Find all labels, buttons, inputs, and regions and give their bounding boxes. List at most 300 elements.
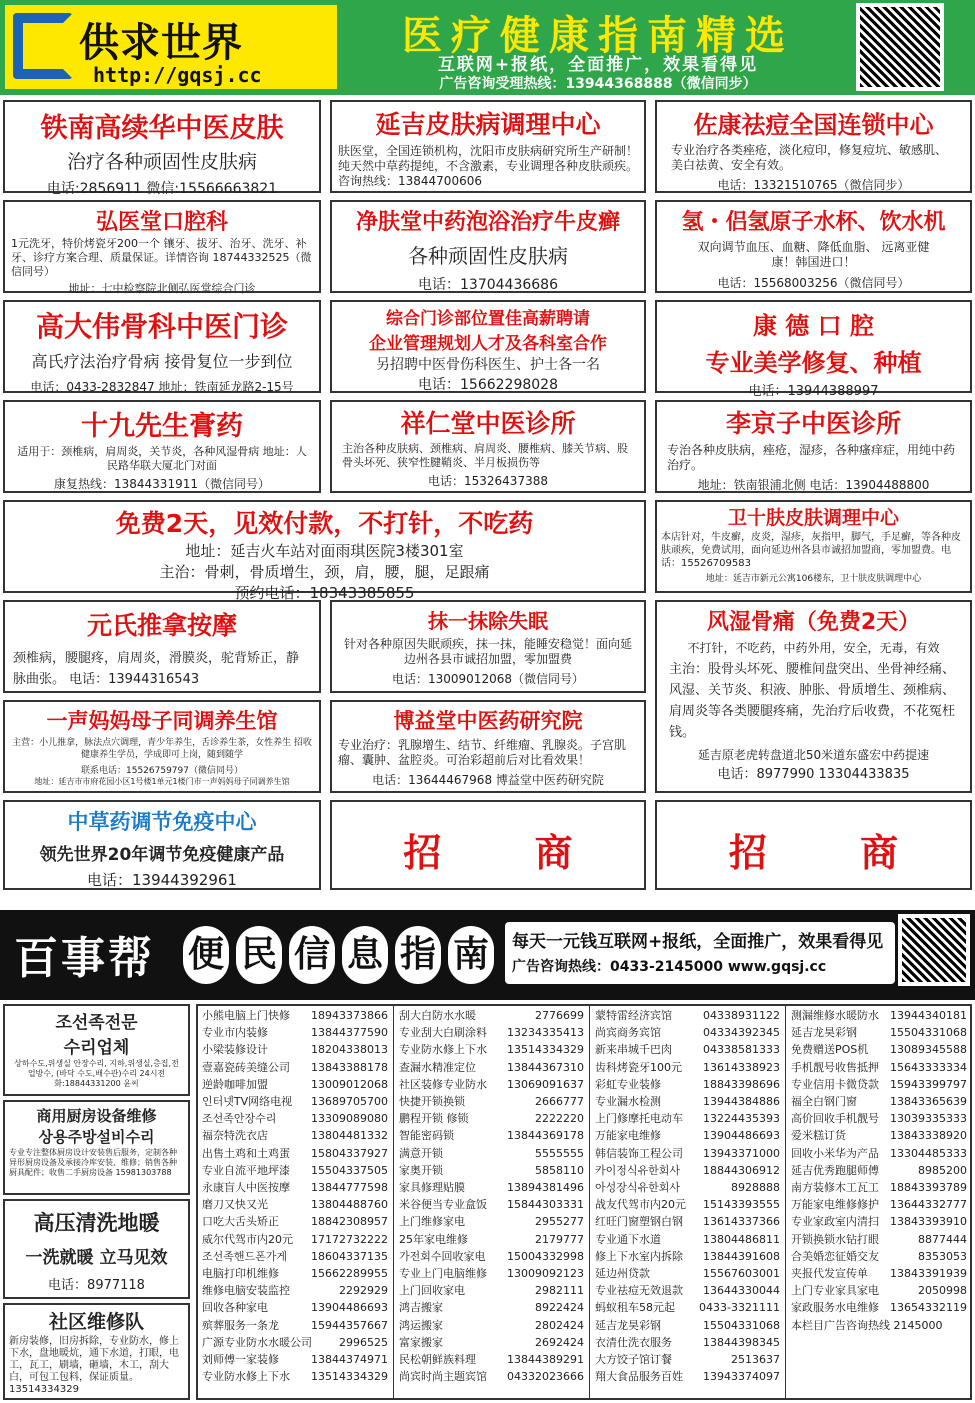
listing-row[interactable]	[595, 1248, 780, 1265]
listing-name: 专业漏水检测	[595, 1095, 661, 1109]
listing-name: 南方装修木工瓦工	[791, 1181, 879, 1195]
ad-title: 净肤堂中药泡浴治疗牛皮癣	[355, 210, 620, 235]
listing-row[interactable]	[595, 1282, 780, 1299]
listing-name: 鸿运搬家	[399, 1318, 443, 1332]
listing-phone: 13844389291	[507, 1353, 584, 1367]
ad-title: 专业美学修复、种植	[705, 349, 922, 377]
listing-name: 威尔代驾市内20元	[202, 1232, 293, 1246]
ad-title: 高大伟骨科中医门诊	[35, 310, 288, 343]
listing-row[interactable]	[202, 1351, 388, 1368]
listing-phone: 18204338013	[311, 1043, 388, 1057]
listing-phone: 13844367310	[507, 1060, 584, 1074]
listing-name: 家政服务水电维修	[791, 1301, 879, 1315]
side-ad-body: 상하수도,위생실 안장수리, 지하,위생실,층집,전업방수, (바닥 수도,배수관)수리 24시전화:18844331200 윤씨	[14, 1059, 179, 1088]
listing-name: 万能家电维修	[595, 1129, 661, 1143]
listing-phone: 13644332777	[890, 1198, 967, 1212]
listing-row[interactable]	[791, 1162, 967, 1179]
listing-name: 满意开锁	[399, 1146, 443, 1160]
ad-tel: 电话:2856911 微信:15566663821	[46, 181, 278, 197]
listing-row[interactable]	[202, 1059, 388, 1076]
listing-name: 回收各种家电	[202, 1301, 268, 1315]
listing-name: 上门专业家具家电	[791, 1284, 879, 1298]
ad-address: 地址：延吉火车站对面雨琪医院3楼301室	[185, 542, 464, 560]
listing-phone: 13009012068	[311, 1077, 388, 1091]
qr-code-icon[interactable]	[898, 914, 970, 986]
listing-row[interactable]	[399, 1213, 584, 1230]
listing-phone: 13304485333	[890, 1146, 967, 1160]
listing-row[interactable]	[202, 1334, 388, 1351]
listing-phone: 13009092123	[507, 1267, 584, 1281]
side-ad[interactable]	[3, 1100, 190, 1195]
listing-row[interactable]	[791, 1059, 967, 1076]
listing-name: 彩虹专业装修	[595, 1077, 661, 1091]
listing-row[interactable]	[202, 1299, 388, 1316]
listing-phone: 13614337366	[703, 1215, 780, 1229]
side-ad-title: 社区维修队	[48, 1311, 144, 1333]
listing-phone: 13904486693	[311, 1301, 388, 1315]
listing-phone: 5555555	[535, 1146, 584, 1160]
listing-row[interactable]	[595, 1334, 780, 1351]
ad-card[interactable]	[655, 500, 972, 593]
listing-phone: 13844777598	[311, 1181, 388, 1195]
listing-phone: 13843338920	[890, 1129, 967, 1143]
ad-card[interactable]	[3, 200, 321, 293]
listing-phone: 04334392345	[703, 1026, 780, 1040]
banner-pill: 息	[342, 926, 388, 984]
listing-name: 衣清仕洗衣服务	[595, 1335, 672, 1349]
listing-phone: 15643333334	[890, 1060, 967, 1074]
listing-phone: 15004332998	[507, 1249, 584, 1263]
listing-phone: 8353053	[918, 1249, 967, 1263]
listing-name: 가전회수回收家电	[399, 1249, 486, 1263]
ad-body: 适用于：颈椎病，肩周炎，关节炎，各种风湿骨病 地址：人民路华联大厦北门对面	[17, 445, 307, 472]
ad-body: 治疗各种顽固性皮肤病	[66, 151, 257, 173]
listing-name: 延吉龙昊彩钢	[791, 1026, 857, 1040]
header-hotline: 广告咨询受理热线：13944368888（微信同步）	[439, 76, 757, 92]
listing-name: 家具修理贴膜	[399, 1181, 465, 1195]
ad-tel: 联系电话：15526759797（微信同号）	[81, 766, 243, 776]
listing-name: 鹏程开锁 修锁	[399, 1112, 469, 1126]
ad-tel: 电话：8977990 13304433835	[717, 767, 910, 782]
listing-row[interactable]	[791, 1041, 967, 1058]
listing-row[interactable]	[595, 1196, 780, 1213]
listing-name: 尚宾时尚主题宾馆	[399, 1370, 487, 1384]
listing-phone: 13644330044	[703, 1284, 780, 1298]
ad-title: 卫十肤皮肤调理中心	[727, 507, 899, 529]
listing-name: 蒙特雷经济宾馆	[595, 1009, 672, 1022]
ad-body: 另招聘中医骨伤科医生、护士各一名	[376, 357, 600, 373]
column-divider	[589, 1004, 590, 1400]
ad-body: 颈椎病，腰腿疼，肩周炎，滑膜炎，驼背矫正，静脉曲张。 电话：13944316543	[13, 651, 300, 687]
ad-tel: 电话：15662298028	[418, 377, 558, 393]
side-ad-body: 新房装修，旧房拆除，专业防水，修上下水，盘地暖炕，通下水道，打眼，电工，瓦工，刷墙，砸墙，木工，刮大白，可包工包料，保证质量。 13514334329	[9, 1336, 179, 1395]
listing-row[interactable]	[791, 1110, 967, 1127]
listing-name: 조선족안장수리	[202, 1112, 277, 1126]
qr-code-icon[interactable]	[856, 3, 944, 91]
listing-name: 专业祛痘无效退款	[595, 1284, 683, 1298]
listing-phone: 04332023666	[507, 1370, 584, 1384]
listing-row[interactable]	[202, 1076, 388, 1093]
listing-row[interactable]	[399, 1059, 584, 1076]
listing-row[interactable]	[595, 1368, 780, 1385]
listing-row[interactable]	[202, 1179, 388, 1196]
listing-name: 鸿吉搬家	[399, 1301, 443, 1315]
ad-body: 肤医堂，全国连锁机构，沈阳市皮肤病研究所生产研制！纯天然中草药提纯，不含激素，专业调理各种皮肤顽疾。 咨询热线：13844700606	[338, 144, 639, 188]
ad-title: 一声妈妈母子同调养生馆	[46, 709, 278, 733]
listing-name: 智能密码锁	[399, 1129, 454, 1143]
listing-column	[595, 1007, 780, 1385]
listing-phone: 2292929	[339, 1284, 388, 1298]
listing-row[interactable]	[399, 1007, 584, 1024]
ad-title: 风湿骨痛（免费2天）	[706, 610, 921, 635]
ad-tel: 电话：13644467968 博益堂中医药研究院	[372, 773, 604, 787]
listing-name: 上门维修家电	[399, 1215, 465, 1229]
ad-address: 地址：七中检察院北侧弘医堂综合门诊	[68, 282, 256, 295]
listing-row[interactable]	[595, 1041, 780, 1058]
ad-body: 专业治疗：乳腺增生、结节、纤维瘤、乳腺炎。子宫肌瘤、囊肿、盆腔炎。可治彩超前后对比看效果！	[338, 738, 627, 767]
listing-row[interactable]	[791, 1317, 967, 1334]
listing-row[interactable]	[202, 1162, 388, 1179]
listing-name: 专业防水修上下水	[202, 1370, 290, 1384]
listing-row[interactable]	[595, 1093, 780, 1110]
listing-row[interactable]	[595, 1179, 780, 1196]
listing-name: 广源专业防水水暖公司	[202, 1335, 312, 1349]
listing-phone: 5858110	[535, 1163, 584, 1177]
listing-name: 夹报代发宣传单	[791, 1267, 868, 1281]
listing-row[interactable]	[202, 1007, 388, 1024]
listing-name: 米谷便当专业盒饭	[399, 1198, 487, 1212]
listing-row[interactable]	[202, 1041, 388, 1058]
listing-phone: 13844369178	[507, 1129, 584, 1143]
ad-body: 针对各种原因失眠顽疾，抹一抹，能睡安稳觉！面向延边州各县市诚招加盟，零加盟费	[343, 637, 632, 666]
recruit-title: 招 商	[728, 831, 939, 875]
listing-name: 韩信装饰工程公司	[595, 1146, 683, 1160]
listing-row[interactable]	[399, 1179, 584, 1196]
ad-card[interactable]	[655, 200, 972, 293]
side-ad-title: 수리업체	[63, 1038, 130, 1058]
listing-column	[202, 1007, 388, 1385]
listing-row[interactable]	[595, 1145, 780, 1162]
listing-row[interactable]	[202, 1145, 388, 1162]
ad-card[interactable]	[330, 600, 646, 693]
listing-row[interactable]	[399, 1162, 584, 1179]
listing-phone: 8928888	[731, 1181, 780, 1195]
listing-phone: 13943371000	[703, 1146, 780, 1160]
listing-row[interactable]	[791, 1299, 967, 1316]
ad-body: 各种顽固性皮肤病	[408, 244, 568, 268]
listing-phone: 13904486693	[703, 1129, 780, 1143]
ad-tel: 电话：15326437388	[428, 474, 548, 488]
side-ad[interactable]	[3, 1303, 190, 1400]
listing-phone: 2996525	[339, 1335, 388, 1349]
listing-name: 카이정식유한회사	[595, 1163, 681, 1177]
ad-body: 主治：股骨头坏死、腰椎间盘突出、坐骨神经痛、风湿、关节炎、积液、肿胀、骨质增生、颈椎病、肩周炎等各类腰腿疼痛，先治疗后收费，不花冤枉钱。	[669, 662, 956, 740]
listing-phone: 13943374097	[703, 1370, 780, 1384]
listing-phone: 18843398696	[703, 1077, 780, 1091]
listing-row[interactable]	[202, 1231, 388, 1248]
listing-phone: 2513637	[731, 1353, 780, 1367]
listing-name: 社区装修专业防水	[399, 1077, 487, 1091]
ad-card[interactable]	[3, 500, 646, 602]
listing-row[interactable]	[791, 1196, 967, 1213]
listing-row[interactable]	[791, 1265, 967, 1282]
listing-row[interactable]	[791, 1093, 967, 1110]
ad-body: 本店针对，牛皮癣，皮炎，湿疹，灰指甲，脚气，手足癣，等各种皮肤顽疾，免费试用，面向延边州各县市诚招加盟商，零加盟费。电话：15526709583	[661, 532, 961, 569]
ad-card[interactable]	[3, 800, 321, 890]
listing-row[interactable]	[791, 1076, 967, 1093]
listing-name: 专业刮大白刷涂料	[399, 1026, 487, 1040]
listing-name: 民松朝鲜族料理	[399, 1353, 476, 1367]
listing-row[interactable]	[202, 1093, 388, 1110]
listing-row[interactable]	[399, 1110, 584, 1127]
ad-title: 企业管理规划人才及各科室合作	[369, 334, 607, 354]
listing-row[interactable]	[202, 1127, 388, 1144]
listing-name: 快捷开锁换锁	[399, 1095, 465, 1109]
listing-phone: 13804481332	[311, 1129, 388, 1143]
listing-phone: 2692424	[535, 1335, 584, 1349]
listing-name: 查漏水精准定位	[399, 1060, 476, 1074]
listing-name: 延吉龙昊彩钢	[595, 1318, 661, 1332]
listing-row[interactable]	[202, 1368, 388, 1385]
listing-phone: 8877444	[918, 1232, 967, 1246]
listing-row[interactable]	[595, 1265, 780, 1282]
listing-name: 爱米糕订货	[791, 1129, 846, 1143]
ad-tel: 地址：铁南银浦北侧 电话：13904488800	[697, 478, 930, 492]
listing-name: 家奥开锁	[399, 1163, 443, 1177]
listing-phone: 15504337505	[311, 1163, 388, 1177]
ad-card[interactable]	[330, 400, 646, 493]
listing-row[interactable]	[399, 1299, 584, 1316]
listing-row[interactable]	[791, 1282, 967, 1299]
listing-name: 磨刀又快又光	[202, 1198, 268, 1212]
listing-row[interactable]	[202, 1024, 388, 1041]
section-title: 百事帮	[14, 933, 155, 984]
listing-row[interactable]	[399, 1041, 584, 1058]
listing-phone: 13944384886	[703, 1095, 780, 1109]
ad-card[interactable]	[3, 100, 321, 197]
recruit-title: 招 商	[403, 831, 613, 875]
ad-tel: 电话：0433-2832847 地址：铁南延龙路2-15号	[30, 380, 294, 394]
listing-row[interactable]	[791, 1007, 967, 1024]
listing-phone: 15844303331	[507, 1198, 584, 1212]
listing-phone: 13069091637	[507, 1077, 584, 1091]
ad-address: 地址：延吉市市府花园小区1号楼1单元1楼门市一声妈妈母子同调养生馆	[34, 777, 290, 786]
ad-address: 地址：延吉市新元公寓106楼东，卫十肤皮肤调理中心	[705, 574, 922, 584]
column-divider	[785, 1004, 786, 1400]
listing-phone: 13843365639	[890, 1095, 967, 1109]
listing-row[interactable]	[202, 1282, 388, 1299]
listing-row[interactable]	[399, 1282, 584, 1299]
side-ad-title: 商用厨房设备维修	[36, 1107, 157, 1125]
listing-row[interactable]	[595, 1024, 780, 1041]
listing-phone: 13804486811	[703, 1232, 780, 1246]
listing-row[interactable]	[399, 1127, 584, 1144]
ad-title: 中草药调节免疫中心	[67, 810, 257, 834]
listing-row[interactable]	[202, 1213, 388, 1230]
listing-row[interactable]	[595, 1299, 780, 1316]
listing-row[interactable]	[595, 1059, 780, 1076]
listing-name: 高价回收手机靓号	[791, 1112, 879, 1126]
listing-row[interactable]	[595, 1351, 780, 1368]
listing-row[interactable]	[791, 1213, 967, 1230]
listing-row[interactable]	[399, 1231, 584, 1248]
listing-row[interactable]	[399, 1351, 584, 1368]
listing-row[interactable]	[399, 1317, 584, 1334]
side-ad[interactable]	[3, 1199, 190, 1299]
listing-row[interactable]	[595, 1007, 780, 1024]
listing-row[interactable]	[399, 1368, 584, 1385]
listing-row[interactable]	[202, 1265, 388, 1282]
listing-name: 大方饺子馆订餐	[595, 1353, 672, 1367]
listing-phone: 13614338923	[703, 1060, 780, 1074]
logo[interactable]	[5, 5, 337, 89]
banner-pill: 指	[395, 926, 441, 984]
listing-name: 口吃大舌头矫正	[202, 1215, 279, 1229]
ad-tel: 电话：13321510765（微信同步）	[717, 178, 910, 192]
listing-name: 万能家电维修修护	[791, 1198, 879, 1212]
listing-row[interactable]	[791, 1248, 967, 1265]
listing-name: 红旺门窗塑钢白钢	[595, 1215, 683, 1229]
listing-column	[791, 1007, 967, 1334]
listing-phone: 13309089080	[311, 1112, 388, 1126]
side-ad-title: 高压清洗地暖	[33, 1211, 160, 1235]
listing-name: 合美婚恋征婚交友	[791, 1249, 879, 1263]
listing-name: 上门修摩托电动车	[595, 1112, 683, 1126]
side-ad[interactable]	[3, 1004, 190, 1096]
ad-body: 双向调节血压、血糖、降低血脂、 远离亚健康！韩国进口！	[697, 240, 930, 269]
listing-row[interactable]	[399, 1265, 584, 1282]
ad-card[interactable]	[3, 300, 321, 393]
listing-name: 专业市内装修	[202, 1026, 268, 1040]
recruit-card[interactable]	[330, 800, 646, 890]
listing-name: 翔大食品服务百姓	[595, 1370, 683, 1384]
listing-name: 조선족핸드폰가게	[202, 1249, 288, 1263]
listing-name: 延边州贷款	[595, 1267, 650, 1281]
listing-name: 富家搬家	[399, 1335, 443, 1349]
page-title: 医疗健康指南精选	[402, 13, 794, 59]
listing-row[interactable]	[399, 1334, 584, 1351]
listing-phone: 18943373866	[311, 1009, 388, 1022]
ad-title: 氢・侣氢原子水杯、饮水机	[681, 210, 946, 235]
header-subtitle: 互联网+报纸，全面推广，效果看得见	[437, 55, 759, 75]
listing-phone: 18604337135	[311, 1249, 388, 1263]
listing-row[interactable]	[791, 1145, 967, 1162]
listing-phone: 13234335413	[507, 1026, 584, 1040]
listing-row[interactable]	[595, 1162, 780, 1179]
listing-row[interactable]	[595, 1317, 780, 1334]
ad-body: 主治：骨刺，骨质增生，颈，肩，腰，腿，足跟痛	[159, 563, 490, 581]
listing-name: 上门回收家电	[399, 1284, 465, 1298]
listing-row[interactable]	[595, 1213, 780, 1230]
listing-row[interactable]	[791, 1231, 967, 1248]
listing-name: 本栏目广告咨询热线 2145000	[791, 1318, 943, 1332]
listing-row[interactable]	[202, 1248, 388, 1265]
listing-row[interactable]	[595, 1110, 780, 1127]
ad-card[interactable]	[3, 400, 321, 493]
listing-row[interactable]	[791, 1024, 967, 1041]
ad-tel: 电话：13944392961	[87, 871, 237, 889]
side-ad-title: 조선족전문	[55, 1013, 138, 1033]
listing-phone: 13844391608	[703, 1249, 780, 1263]
listing-row[interactable]	[595, 1076, 780, 1093]
ad-card[interactable]	[655, 100, 972, 193]
listing-name: 新来串城千巴肉	[595, 1043, 672, 1057]
listing-name: 福奈特洗衣店	[202, 1129, 268, 1143]
banner-pill: 南	[448, 926, 494, 984]
listing-phone: 2776699	[535, 1009, 584, 1022]
recruit-card[interactable]	[655, 800, 972, 890]
listing-row[interactable]	[399, 1248, 584, 1265]
listing-name: 回收小米华为产品	[791, 1146, 879, 1160]
listing-name: 专业自流平地坪漆	[202, 1163, 290, 1177]
ad-card[interactable]	[655, 300, 972, 399]
listing-row[interactable]	[399, 1196, 584, 1213]
ad-body: 主治各种皮肤病、颈椎病、肩周炎、腰椎病、膝关节病、股骨头坏死、狭窄性腱鞘炎、半月板损伤等	[342, 442, 628, 469]
listing-row[interactable]	[791, 1127, 967, 1144]
listing-phone: 15944357667	[311, 1318, 388, 1332]
logo-url[interactable]: http://gqsj.cc	[93, 63, 262, 87]
listing-name: 蚂蚁租车58元起	[595, 1301, 675, 1315]
listing-phone: 13944340181	[890, 1009, 967, 1022]
listing-name: 免费赠送POS机	[791, 1043, 869, 1057]
ad-title: 铁南高续华中医皮肤	[40, 113, 284, 144]
listing-row[interactable]	[202, 1110, 388, 1127]
listing-row[interactable]	[399, 1093, 584, 1110]
listing-phone: 13654332119	[890, 1301, 967, 1315]
ad-note: 不打针，不吃药，中药外用，安全，无毒，有效	[687, 641, 940, 655]
ad-card[interactable]	[3, 600, 321, 693]
listing-phone: 2179777	[535, 1232, 584, 1246]
listing-phone: 15567603001	[703, 1267, 780, 1281]
ad-title: 李京子中医诊所	[725, 409, 901, 438]
listing-name: 战友代驾市内20元	[595, 1198, 686, 1212]
listing-row[interactable]	[399, 1076, 584, 1093]
listing-phone: 2050998	[918, 1284, 967, 1298]
banner-hotline: 广告咨询热线：0433-2145000 www.gqsj.cc	[512, 959, 827, 975]
listing-row[interactable]	[399, 1024, 584, 1041]
listing-name: 小梁装修设计	[202, 1043, 268, 1057]
ad-card[interactable]	[330, 100, 646, 193]
listing-phone: 15662289955	[311, 1267, 388, 1281]
listing-phone: 13089345588	[890, 1043, 967, 1057]
banner-pill: 便	[183, 926, 229, 984]
ad-title: 综合门诊部位置佳高薪聘请	[386, 309, 590, 329]
ad-card[interactable]	[330, 300, 646, 393]
ad-body: 专业治疗各类痤疮，淡化痘印，修复痘坑、敏感肌、美白祛黄、安全有效。	[671, 143, 948, 172]
ad-card[interactable]	[3, 700, 321, 793]
listing-row[interactable]	[202, 1196, 388, 1213]
ad-body: 主营：小儿推拿，脉法点穴调理，青少年养生，舌诊养生茶，女性养生 招收健康养生学员，学成即可上岗，随到随学	[12, 738, 312, 760]
listing-name: 专业通下水道	[595, 1232, 661, 1246]
listing-phone: 13689705700	[311, 1095, 388, 1109]
listing-row[interactable]	[202, 1317, 388, 1334]
ad-card[interactable]	[655, 400, 972, 493]
listing-row[interactable]	[595, 1231, 780, 1248]
ad-card[interactable]	[655, 600, 972, 793]
listing-phone: 0433-3321111	[699, 1301, 780, 1315]
listing-row[interactable]	[595, 1127, 780, 1144]
listing-phone: 15804337927	[311, 1146, 388, 1160]
ad-card[interactable]	[330, 700, 646, 793]
listing-name: 尚宾商务宾馆	[595, 1026, 661, 1040]
listing-name: 殡葬服务一条龙	[202, 1318, 279, 1332]
ad-card[interactable]	[330, 200, 646, 293]
side-ad-title: 상용주방설비수리	[38, 1128, 155, 1146]
listing-phone: 8922424	[535, 1301, 584, 1315]
listing-row[interactable]	[791, 1179, 967, 1196]
side-ad-tel: 电话：8977118	[48, 1278, 145, 1293]
listing-row[interactable]	[399, 1145, 584, 1162]
